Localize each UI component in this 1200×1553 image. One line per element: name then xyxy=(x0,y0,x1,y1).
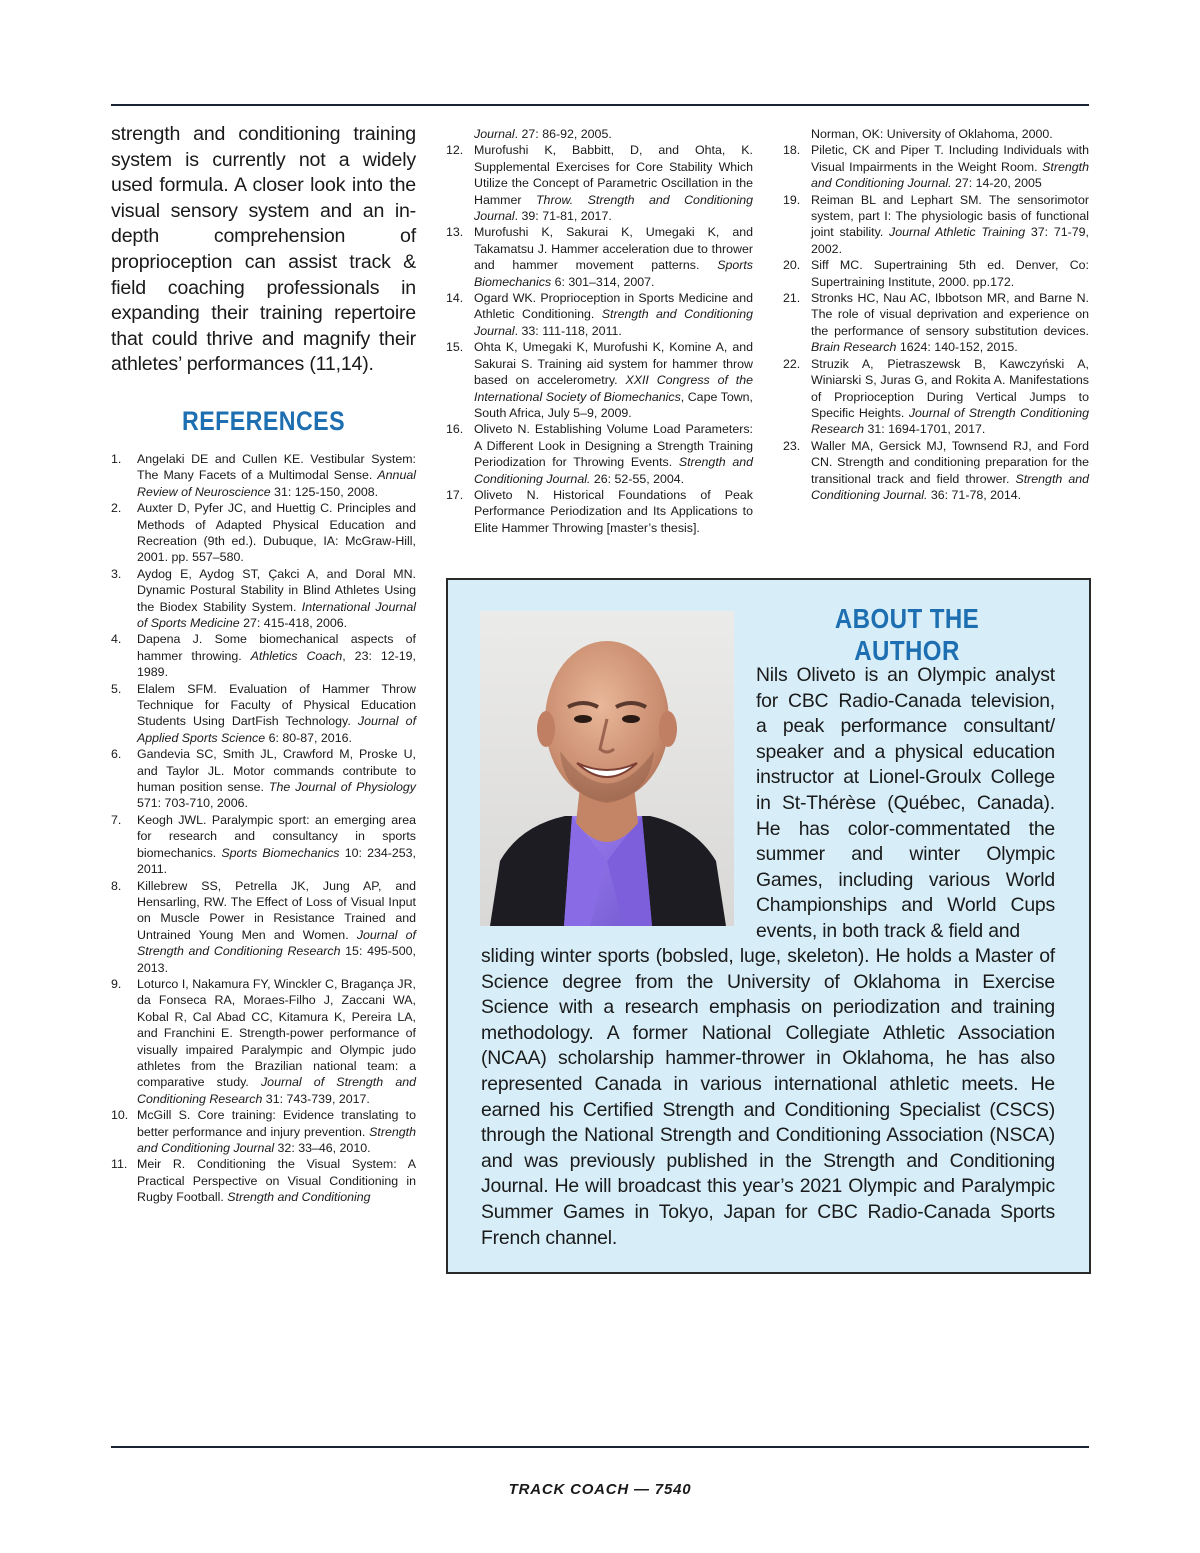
reference-item-continued: Norman, OK: University of Oklahoma, 2000. xyxy=(811,127,1053,141)
column-left xyxy=(111,122,416,1206)
about-author-heading: ABOUT THE AUTHOR xyxy=(834,603,980,666)
reference-item: 6. Gandevia SC, Smith JL, Crawford M, Proske U, and Taylor JL. Motor commands contribute to human position sense. The Journal of Physiology 571: 703-710, 2006. xyxy=(111,747,416,811)
author-photo xyxy=(480,611,734,926)
reference-item: 23. Waller MA, Gersick MJ, Townsend RJ, and Ford CN. Strength and conditioning preparation for the transitional track and field thrower. Strength and Conditioning Journal. 36: 71-78, 2014. xyxy=(783,438,1089,502)
reference-item: 12. Murofushi K, Babbitt, D, and Ohta, K. Supplemental Exercises for Core Stability Which Utilize the Concept of Parametric Oscillation in the Hammer Throw. Strength and Conditioning Journal. 39: 71-81, 2017. xyxy=(446,143,753,224)
references-heading: REFERENCES xyxy=(182,405,345,436)
reference-item: 9. Loturco I, Nakamura FY, Winckler C, Bragança JR, da Fonseca RA, Moraes-Filho J, Zaccani WA, Kobal R, Cal Abad CC, Kitamura K, Pereira LA, and Franchini E. Strength-power performance of visually impaired Paralympic and Olympic judo athletes from the Brazilian national team: a comparative study. Journal of Strength and Conditioning Research 31: 743-739, 2017. xyxy=(111,976,416,1106)
reference-item-continued: Journal. 27: 86-92, 2005. xyxy=(474,127,612,141)
reference-item: 13. Murofushi K, Sakurai K, Umegaki K, and Takamatsu J. Hammer acceleration due to thrower and hammer movement patterns. Sports Biomechanics 6: 301–314, 2007. xyxy=(446,225,753,289)
reference-item: 17. Oliveto N. Historical Foundations of Peak Performance Periodization and Its Applications to Elite Hammer Throwing [master’s thesis]. xyxy=(446,487,753,535)
reference-item: 2. Auxter D, Pyfer JC, and Huettig C. Principles and Methods of Adapted Physical Education and Recreation (9th ed.). Dubuque, IA: McGraw-Hill, 2001. pp. 557–580. xyxy=(111,501,416,565)
references-list-3 xyxy=(783,126,1089,503)
reference-item: 21. Stronks HC, Nau AC, Ibbotson MR, and Barne N. The role of visual deprivation and experience on the performance of sensory substitution devices. Brain Research 1624: 140-152, 2015. xyxy=(783,291,1089,355)
reference-item: 11. Meir R. Conditioning the Visual System: A Practical Perspective on Visual Conditioning in Rugby Football. Strength and Conditioning xyxy=(111,1157,416,1205)
reference-item: 20. Siff MC. Supertraining 5th ed. Denver, Co: Supertraining Institute, 2000. pp.172. xyxy=(783,258,1089,289)
bottom-rule xyxy=(111,1446,1089,1448)
page-footer: TRACK COACH — 7540 xyxy=(508,1481,692,1498)
reference-item: 8. Killebrew SS, Petrella JK, Jung AP, and Hensarling, RW. The Effect of Loss of Visual Input on Muscle Power in Resistance Trained and Untrained Young Men and Women. Journal of Strength and Conditioning Research 15: 495-500, 2013. xyxy=(111,878,416,975)
column-middle xyxy=(446,126,753,536)
author-bio-continued: sliding winter sports (bobsled, luge, skeleton). He holds a Master of Science degree from the University of Oklahoma in Exercise Science with a research emphasis on periodization and training methodology. A former National Collegiate Athletic Association (NCAA) scholarship hammer-thrower in Oklahoma, he has also represented Canada in various international athletic meets. He earned his Certified Strength and Conditioning Specialist (CSCS) through the National Strength and Conditioning Association (NSCA) and was previously published in the Strength and Conditioning Journal. He will broadcast this year’s 2021 Olympic and Paralympic Summer Games in Tokyo, Japan for CBC Radio-Canada Sports French channel. xyxy=(481,945,1055,1249)
reference-item: 4. Dapena J. Some biomechanical aspects of hammer throwing. Athletics Coach, 23: 12-19, 1989. xyxy=(111,632,416,680)
references-list-1 xyxy=(111,451,416,1206)
top-rule xyxy=(111,104,1089,106)
reference-item: 5. Elalem SFM. Evaluation of Hammer Throw Technique for Faculty of Physical Education Students Using DartFish Technology. Journal of Applied Sports Science 6: 80-87, 2016. xyxy=(111,681,417,745)
reference-item: 15. Ohta K, Umegaki K, Murofushi K, Komine A, and Sakurai S. Training aid system for hammer throw based on accelerometry. XXII Congress of the International Society of Biomechanics, Cape Town, South Africa, July 5–9, 2009. xyxy=(446,340,754,420)
intro-paragraph: strength and conditioning training system is currently not a widely used formula. A closer look into the visual sensory system and an in-depth comprehension of proprioception can assist track & field coaching professionals in expanding their training repertoire that could thrive and magnify their athletes’ performances (11,14). xyxy=(111,123,416,376)
reference-item: 10. McGill S. Core training: Evidence translating to better performance and injury prevention. Strength and Conditioning Journal 32: 33–46, 2010. xyxy=(111,1108,416,1155)
reference-item: 18. Piletic, CK and Piper T. Including Individuals with Visual Impairments in the Weight Room. Strength and Conditioning Journal. 27: 14-20, 2005 xyxy=(783,143,1089,191)
reference-item: 22. Struzik A, Pietraszewsk B, Kawczyński A, Winiarski S, Juras G, and Rokita A. Manifestations of Proprioception During Vertical Jumps to Specific Heights. Journal of Strength Conditioning Research 31: 1694-1701, 2017. xyxy=(783,356,1089,437)
references-list-2 xyxy=(446,126,753,536)
author-bio-side: Nils Oliveto is an Olympic analyst for CBC Radio-Canada television, a peak performance consultant/ speaker and a physical education instructor at Lionel-Groulx College in St-Thérèse (Québec, Canada). He has color-commentated the summer and winter Olympic Games, including various World Championships and World Cups events, in both track & field and xyxy=(756,664,1055,942)
reference-item: 19. Reiman BL and Lephart SM. The sensorimotor system, part I: The physiologic basis of functional joint stability. Journal Athletic Training 37: 71-79, 2002. xyxy=(783,192,1089,256)
reference-item: 14. Ogard WK. Proprioception in Sports Medicine and Athletic Conditioning. Strength and Conditioning Journal. 33: 111-118, 2011. xyxy=(446,291,753,338)
reference-item: 7. Keogh JWL. Paralympic sport: an emerging area for research and consultancy in sports biomechanics. Sports Biomechanics 10: 234-253, 2011. xyxy=(111,812,417,877)
reference-item: 16. Oliveto N. Establishing Volume Load Parameters: A Different Look in Designing a Strength Training Periodization for Throwing Events. Strength and Conditioning Journal. 26: 52-55, 2004. xyxy=(446,422,753,486)
reference-item: 1. Angelaki DE and Cullen KE. Vestibular System: The Many Facets of a Multimodal Sense. Annual Review of Neuroscience 31: 125-150, 2008. xyxy=(111,451,416,499)
column-right xyxy=(783,126,1089,503)
reference-item: 3. Aydog E, Aydog ST, Çakci A, and Doral MN. Dynamic Postural Stability in Blind Athletes Using the Biodex Stability System. International Journal of Sports Medicine 27: 415-418, 2006. xyxy=(111,566,416,630)
